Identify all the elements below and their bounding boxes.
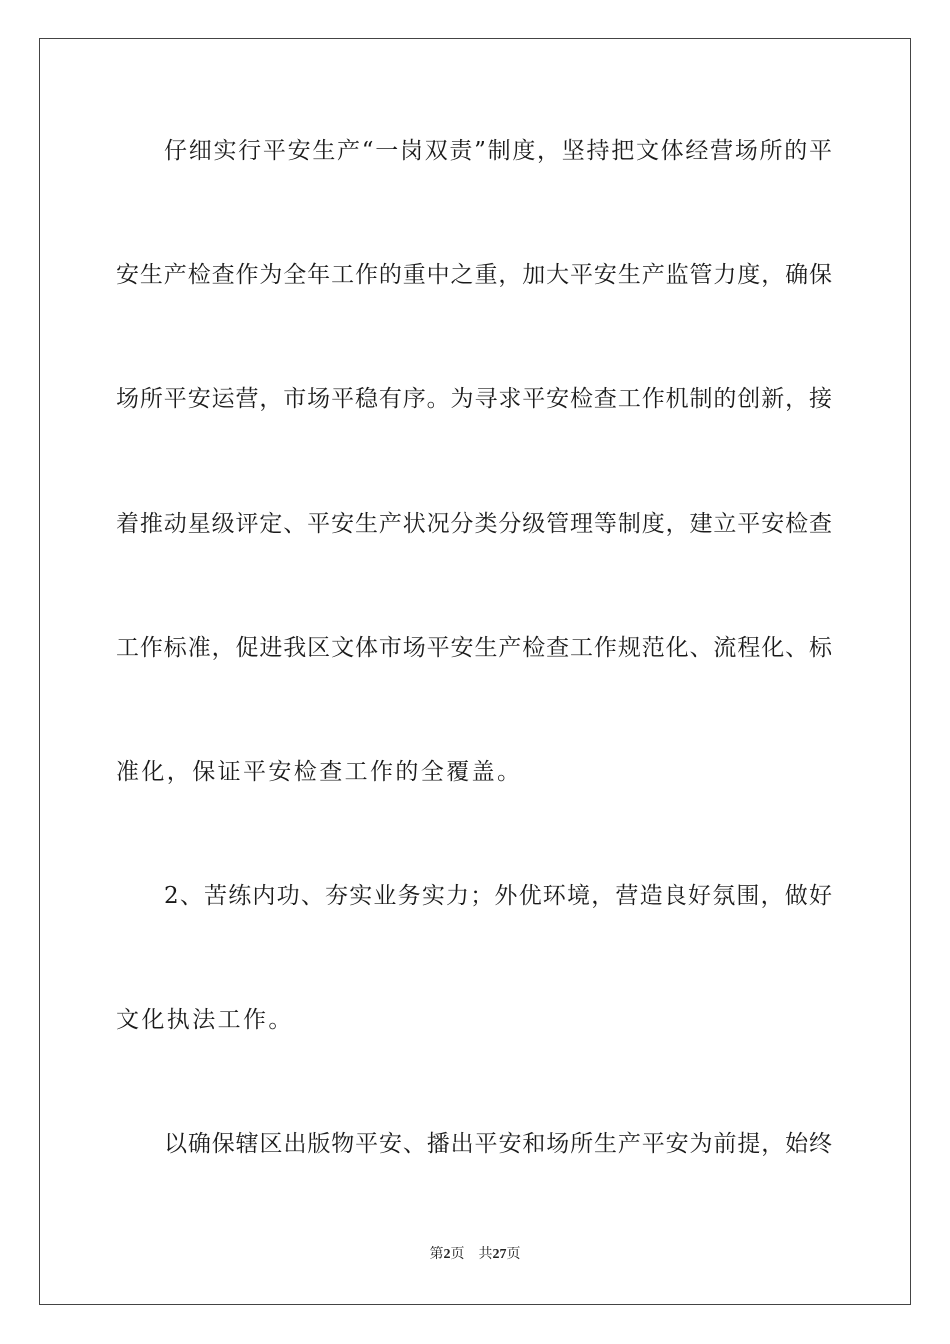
paragraph-line: 安生产检查作为全年工作的重中之重，加大平安生产监管力度，确保 bbox=[116, 262, 832, 288]
paragraph-line: 准化，保证平安检查工作的全覆盖。 bbox=[116, 759, 523, 785]
page-suffix: 页 bbox=[450, 1247, 465, 1262]
total-prefix: 共 bbox=[478, 1247, 493, 1262]
page-prefix: 第 bbox=[429, 1247, 444, 1262]
page-footer bbox=[0, 1246, 950, 1264]
paragraph-line: 着推动星级评定、平安生产状况分类分级管理等制度，建立平安检查 bbox=[116, 511, 832, 537]
paragraph-line: 场所平安运营，市场平稳有序。为寻求平安检查工作机制的创新，接 bbox=[116, 386, 832, 412]
paragraph-line: 工作标准，促进我区文体市场平安生产检查工作规范化、流程化、标 bbox=[116, 635, 832, 661]
total-suffix: 页 bbox=[506, 1247, 521, 1262]
page-frame bbox=[39, 38, 911, 1305]
paragraph-line: 2、苦练内功、夯实业务实力；外优环境，营造良好氛围，做好 bbox=[164, 883, 832, 909]
paragraph-line: 仔细实行平安生产“一岗双责”制度，坚持把文体经营场所的平 bbox=[164, 138, 832, 164]
total-pages: 27 bbox=[492, 1247, 507, 1262]
page-number: 2 bbox=[443, 1247, 451, 1262]
paragraph-line: 文化执法工作。 bbox=[116, 1007, 294, 1033]
paragraph-line: 以确保辖区出版物平安、播出平安和场所生产平安为前提，始终 bbox=[164, 1131, 832, 1157]
